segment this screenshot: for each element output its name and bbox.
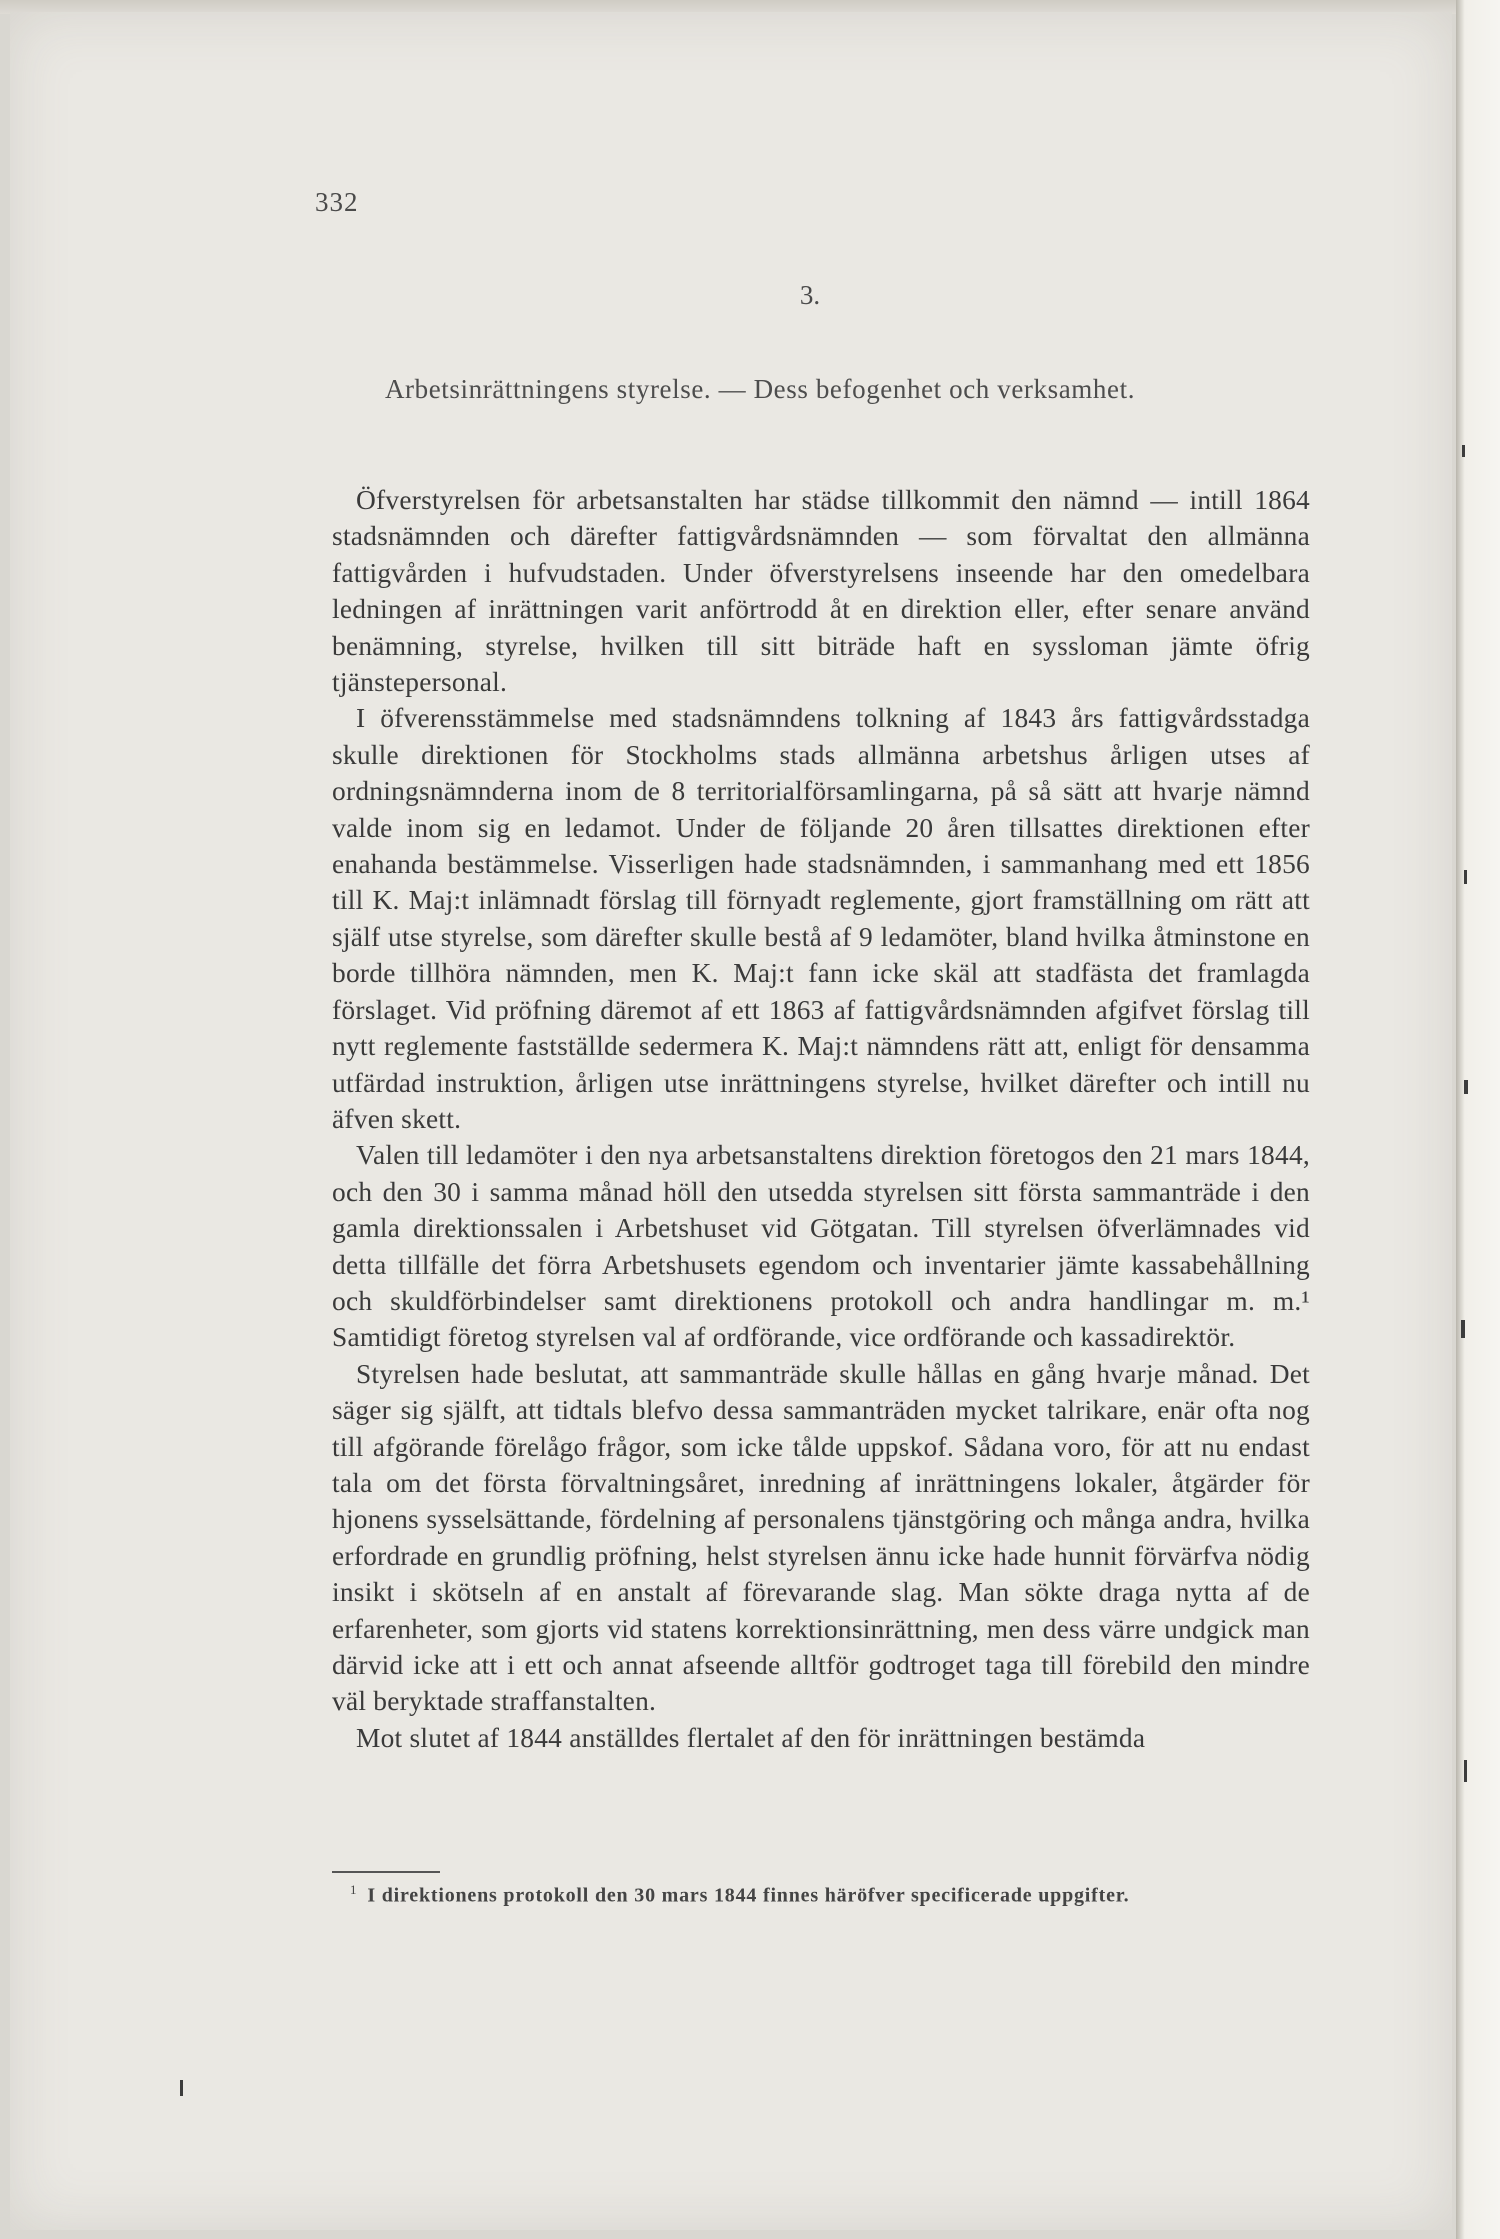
body-text <box>332 482 1310 1756</box>
page-number: 332 <box>315 187 359 217</box>
book-page <box>10 12 1452 2230</box>
footnote-marker: 1 <box>350 1882 358 1897</box>
margin-mark <box>1461 1320 1465 1338</box>
margin-mark <box>180 2080 183 2096</box>
paragraph: Öfverstyrelsen för arbetsanstalten har städse tillkommit den nämnd — intill 1864 stadsnämnden och därefter fattigvårdsnämnden — som förvaltat den allmänna fattigvården i hufvudstaden. Under öfverstyrelsens inseende har den omedelbara ledningen af inrättningen varit anförtrodd åt en direktion eller, efter senare använd benämning, styrelse, hvilken till sitt biträde haft en syssloman jämte öfrig tjänstepersonal. <box>332 485 1310 698</box>
margin-mark <box>1464 870 1467 884</box>
footnote-text: I direktionens protokoll den 30 mars 1844 finnes häröfver specificerade uppgifter. <box>367 1884 1130 1907</box>
footnote-rule <box>332 1871 440 1873</box>
footnote <box>350 1882 1310 1908</box>
margin-mark <box>1464 1760 1467 1782</box>
paragraph: Styrelsen hade beslutat, att sammanträde skulle hållas en gång hvarje månad. Det säger sig själft, att tidtals blefvo dessa sammanträden mycket talrikare, enär ofta nog till afgörande förelågo frågor, som icke tålde uppskof. Sådana voro, för att nu endast tala om det första förvaltningsåret, inredning af inrättningens lokaler, åtgärder för hjonens sysselsättande, fördelning af personalens tjänstgöring och många andra, hvilka erfordrade en grundlig pröfning, helst styrelsen ännu icke hade hunnit förvärfva nödig insikt i skötseln af en anstalt af förevarande slag. Man sökte draga nytta af de erfarenheter, som gjorts vid statens korrektionsinrättning, men dess värre undgick man därvid icke att i ett och annat afseende alltför godtroget taga till förebild den mindre väl beryktade straffanstalten. <box>332 1358 1310 1717</box>
section-heading: Arbetsinrättningens styrelse. — Dess befogenhet och verksamhet. <box>384 374 1136 404</box>
margin-mark <box>1464 1080 1468 1094</box>
margin-mark <box>1462 445 1465 457</box>
section-number: 3. <box>799 280 821 310</box>
paragraph: Mot slutet af 1844 anställdes flertalet af den för inrättningen bestämda <box>356 1722 1146 1753</box>
scan-edge-right <box>1456 0 1500 2239</box>
paragraph: I öfverensstämmelse med stadsnämndens tolkning af 1843 års fattigvårdsstadga skulle direktionen för Stockholms stads allmänna arbetshus årligen utses af ordningsnämnderna inom de 8 territorialförsamlingarna, på så sätt att hvarje nämnd valde inom sig en ledamot. Under de följande 20 åren tillsattes direktionen efter enahanda bestämmelse. Visserligen hade stadsnämnden, i sammanhang med ett 1856 till K. Maj:t inlämnadt förslag till förnyadt reglemente, gjort framställning om rätt att själf utse styrelse, som därefter skulle bestå af 9 ledamöter, bland hvilka åtminstone en borde tillhöra nämnden, men K. Maj:t fann icke skäl att stadfästa det framlagda förslaget. Vid pröfning däremot af ett 1863 af fattigvårdsnämnden afgifvet förslag till nytt reglemente fastställde sedermera K. Maj:t nämndens rätt att, enligt för densamma utfärdad instruktion, årligen utse inrättningens styrelse, hvilket därefter och intill nu äfven skett. <box>332 703 1310 1134</box>
paragraph: Valen till ledamöter i den nya arbetsanstaltens direktion företogos den 21 mars 1844, och den 30 i samma månad höll den utsedda styrelsen sitt första sammanträde i den gamla direktionssalen i Arbetshuset vid Götgatan. Till styrelsen öfverlämnades vid detta tillfälle det förra Arbetshusets egendom och inventarier jämte kassabehållning och skuldförbindelser samt direktionens protokoll och andra handlingar m. m.¹ Samtidigt företog styrelsen val af ordförande, vice ordförande och kassadirektör. <box>332 1140 1310 1353</box>
